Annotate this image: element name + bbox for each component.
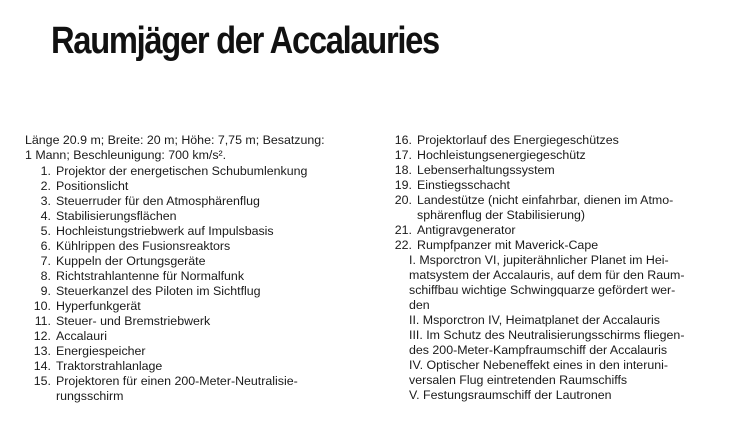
legend-item: [382, 223, 722, 238]
sub-legend-line: schiffbau wichtige Schwingquarze gefördert wer-: [409, 283, 676, 297]
legend-text: [56, 224, 365, 239]
legend-number: 15.: [33, 374, 51, 388]
sub-legend-line: des 200-Meter-Kampfraumschiff der Accalauris: [409, 343, 668, 357]
sub-legend-line: V. Festungsraumschiff der Lautronen: [409, 388, 612, 402]
sub-legend-line: II. Msporctron IV, Heimatplanet der Accalauris: [409, 313, 660, 327]
legend-item: [25, 314, 365, 329]
legend-number: 22.: [394, 238, 412, 252]
legend-number: 2.: [40, 179, 51, 193]
specs-line: 1 Mann; Beschleunigung: 700 km/s².: [25, 148, 227, 162]
sub-legend-line: I. Msporctron VI, jupiterähnlicher Planet im Hei-: [409, 253, 669, 267]
sub-legend-line: versalen Flug eintretenden Raumschiffs: [409, 373, 628, 387]
legend-item: [25, 224, 365, 239]
legend-text-line: Accalauri: [56, 329, 107, 343]
sub-legend-item: [409, 328, 722, 358]
left-column: [25, 133, 365, 404]
legend-text: [56, 374, 365, 404]
legend-text: [56, 209, 365, 224]
legend-text: [56, 299, 365, 314]
legend-text-line: sphärenflug der Stabilisierung): [417, 208, 586, 222]
legend-text: [56, 344, 365, 359]
legend-number: 5.: [40, 224, 51, 238]
legend-item: [25, 374, 365, 404]
legend-item: [382, 163, 722, 178]
legend-number: 7.: [40, 254, 51, 268]
legend-text: [56, 239, 365, 254]
legend-text-line: Projektor der energetischen Schubumlenkung: [56, 164, 308, 178]
legend-text: [56, 329, 365, 344]
legend-number: 8.: [40, 269, 51, 283]
legend-item: [382, 193, 722, 223]
legend-text: [56, 314, 365, 329]
specs-intro: [25, 133, 365, 163]
legend-number: 21.: [394, 223, 412, 237]
legend-text-line: Einstiegsschacht: [417, 178, 510, 192]
legend-text: [417, 238, 722, 253]
legend-list-left: [25, 164, 365, 404]
legend-item: [382, 178, 722, 193]
legend-item: [25, 269, 365, 284]
legend-item: [25, 179, 365, 194]
legend-text: [417, 133, 722, 148]
sub-legend-line: III. Im Schutz des Neutralisierungsschirms fliegen-: [409, 328, 685, 342]
legend-text-line: Projektorlauf des Energiegeschützes: [417, 133, 619, 147]
legend-item: [382, 133, 722, 148]
legend-item: [25, 164, 365, 179]
legend-text: [56, 284, 365, 299]
legend-text-line: Antigravgenerator: [417, 223, 516, 237]
legend-text-line: Richtstrahlantenne für Normalfunk: [56, 269, 245, 283]
legend-item: [382, 148, 722, 163]
legend-item: [25, 194, 365, 209]
legend-item: [25, 254, 365, 269]
legend-text-line: Kühlrippen des Fusionsreaktors: [56, 239, 231, 253]
legend-item: [25, 299, 365, 314]
legend-number: 16.: [394, 133, 412, 147]
legend-text-line: Projektoren für einen 200-Meter-Neutralisie-: [56, 374, 298, 388]
legend-number: 3.: [40, 194, 51, 208]
sub-legend-item: [409, 313, 722, 328]
legend-text-line: Positionslicht: [56, 179, 129, 193]
right-column: [382, 133, 722, 403]
legend-text-line: Lebenserhaltungssystem: [417, 163, 555, 177]
legend-number: 14.: [33, 359, 51, 373]
legend-item: [25, 209, 365, 224]
legend-text-line: Hyperfunkgerät: [56, 299, 141, 313]
specs-line: Länge 20.9 m; Breite: 20 m; Höhe: 7,75 m; Besatzung:: [25, 133, 325, 147]
legend-number: 18.: [394, 163, 412, 177]
legend-text-line: Stabilisierungsflächen: [56, 209, 177, 223]
legend-number: 4.: [40, 209, 51, 223]
legend-text: [417, 223, 722, 238]
legend-number: 9.: [40, 284, 51, 298]
legend-text-line: Kuppeln der Ortungsgeräte: [56, 254, 206, 268]
legend-text-line: Landestütze (nicht einfahrbar, dienen im Atmo-: [417, 193, 674, 207]
legend-item: [25, 284, 365, 299]
legend-text: [56, 359, 365, 374]
legend-text-line: Traktorstrahlanlage: [56, 359, 163, 373]
legend-text: [417, 163, 722, 178]
legend-number: 13.: [33, 344, 51, 358]
legend-number: 17.: [394, 148, 412, 162]
sub-legend-item: [409, 388, 722, 403]
legend-text-line: Steuerruder für den Atmosphärenflug: [56, 194, 260, 208]
legend-item: [25, 239, 365, 254]
legend-number: 19.: [394, 178, 412, 192]
legend-item: [25, 329, 365, 344]
legend-text-line: Hochleistungstriebwerk auf Impulsbasis: [56, 224, 274, 238]
sub-legend-line: IV. Optischer Nebeneffekt eines in den interuni-: [409, 358, 668, 372]
legend-text: [417, 178, 722, 193]
legend-text: [56, 164, 365, 179]
legend-number: 11.: [34, 314, 51, 328]
legend-item: [25, 359, 365, 374]
legend-text-line: Hochleistungsenergiegeschütz: [417, 148, 586, 162]
legend-text-line: Energiespeicher: [56, 344, 146, 358]
legend-item: [382, 238, 722, 253]
legend-text: [417, 193, 722, 223]
sub-legend-line: den: [409, 298, 430, 312]
legend-text: [417, 148, 722, 163]
legend-text: [56, 179, 365, 194]
legend-number: 6.: [40, 239, 51, 253]
legend-number: 20.: [394, 193, 412, 207]
sub-legend-item: [409, 358, 722, 388]
legend-text-line: Steuer- und Bremstriebwerk: [56, 314, 211, 328]
legend-number: 12.: [33, 329, 51, 343]
legend-text-line: Steuerkanzel des Piloten im Sichtflug: [56, 284, 261, 298]
legend-number: 1.: [40, 164, 51, 178]
legend-text-line: Rumpfpanzer mit Maverick-Cape: [417, 238, 599, 252]
legend-list-right: [382, 133, 722, 253]
legend-text: [56, 269, 365, 284]
legend-text: [56, 254, 365, 269]
legend-number: 10.: [33, 299, 51, 313]
legend-item: [25, 344, 365, 359]
sub-legend-item: [409, 253, 722, 313]
legend-text: [56, 194, 365, 209]
sub-legend-list: [382, 253, 722, 403]
page-title: Raumjäger der Accalauries: [51, 20, 439, 62]
legend-text-line: rungsschirm: [56, 389, 124, 403]
sub-legend-line: matsystem der Accalauris, auf dem für den Raum-: [409, 268, 685, 282]
